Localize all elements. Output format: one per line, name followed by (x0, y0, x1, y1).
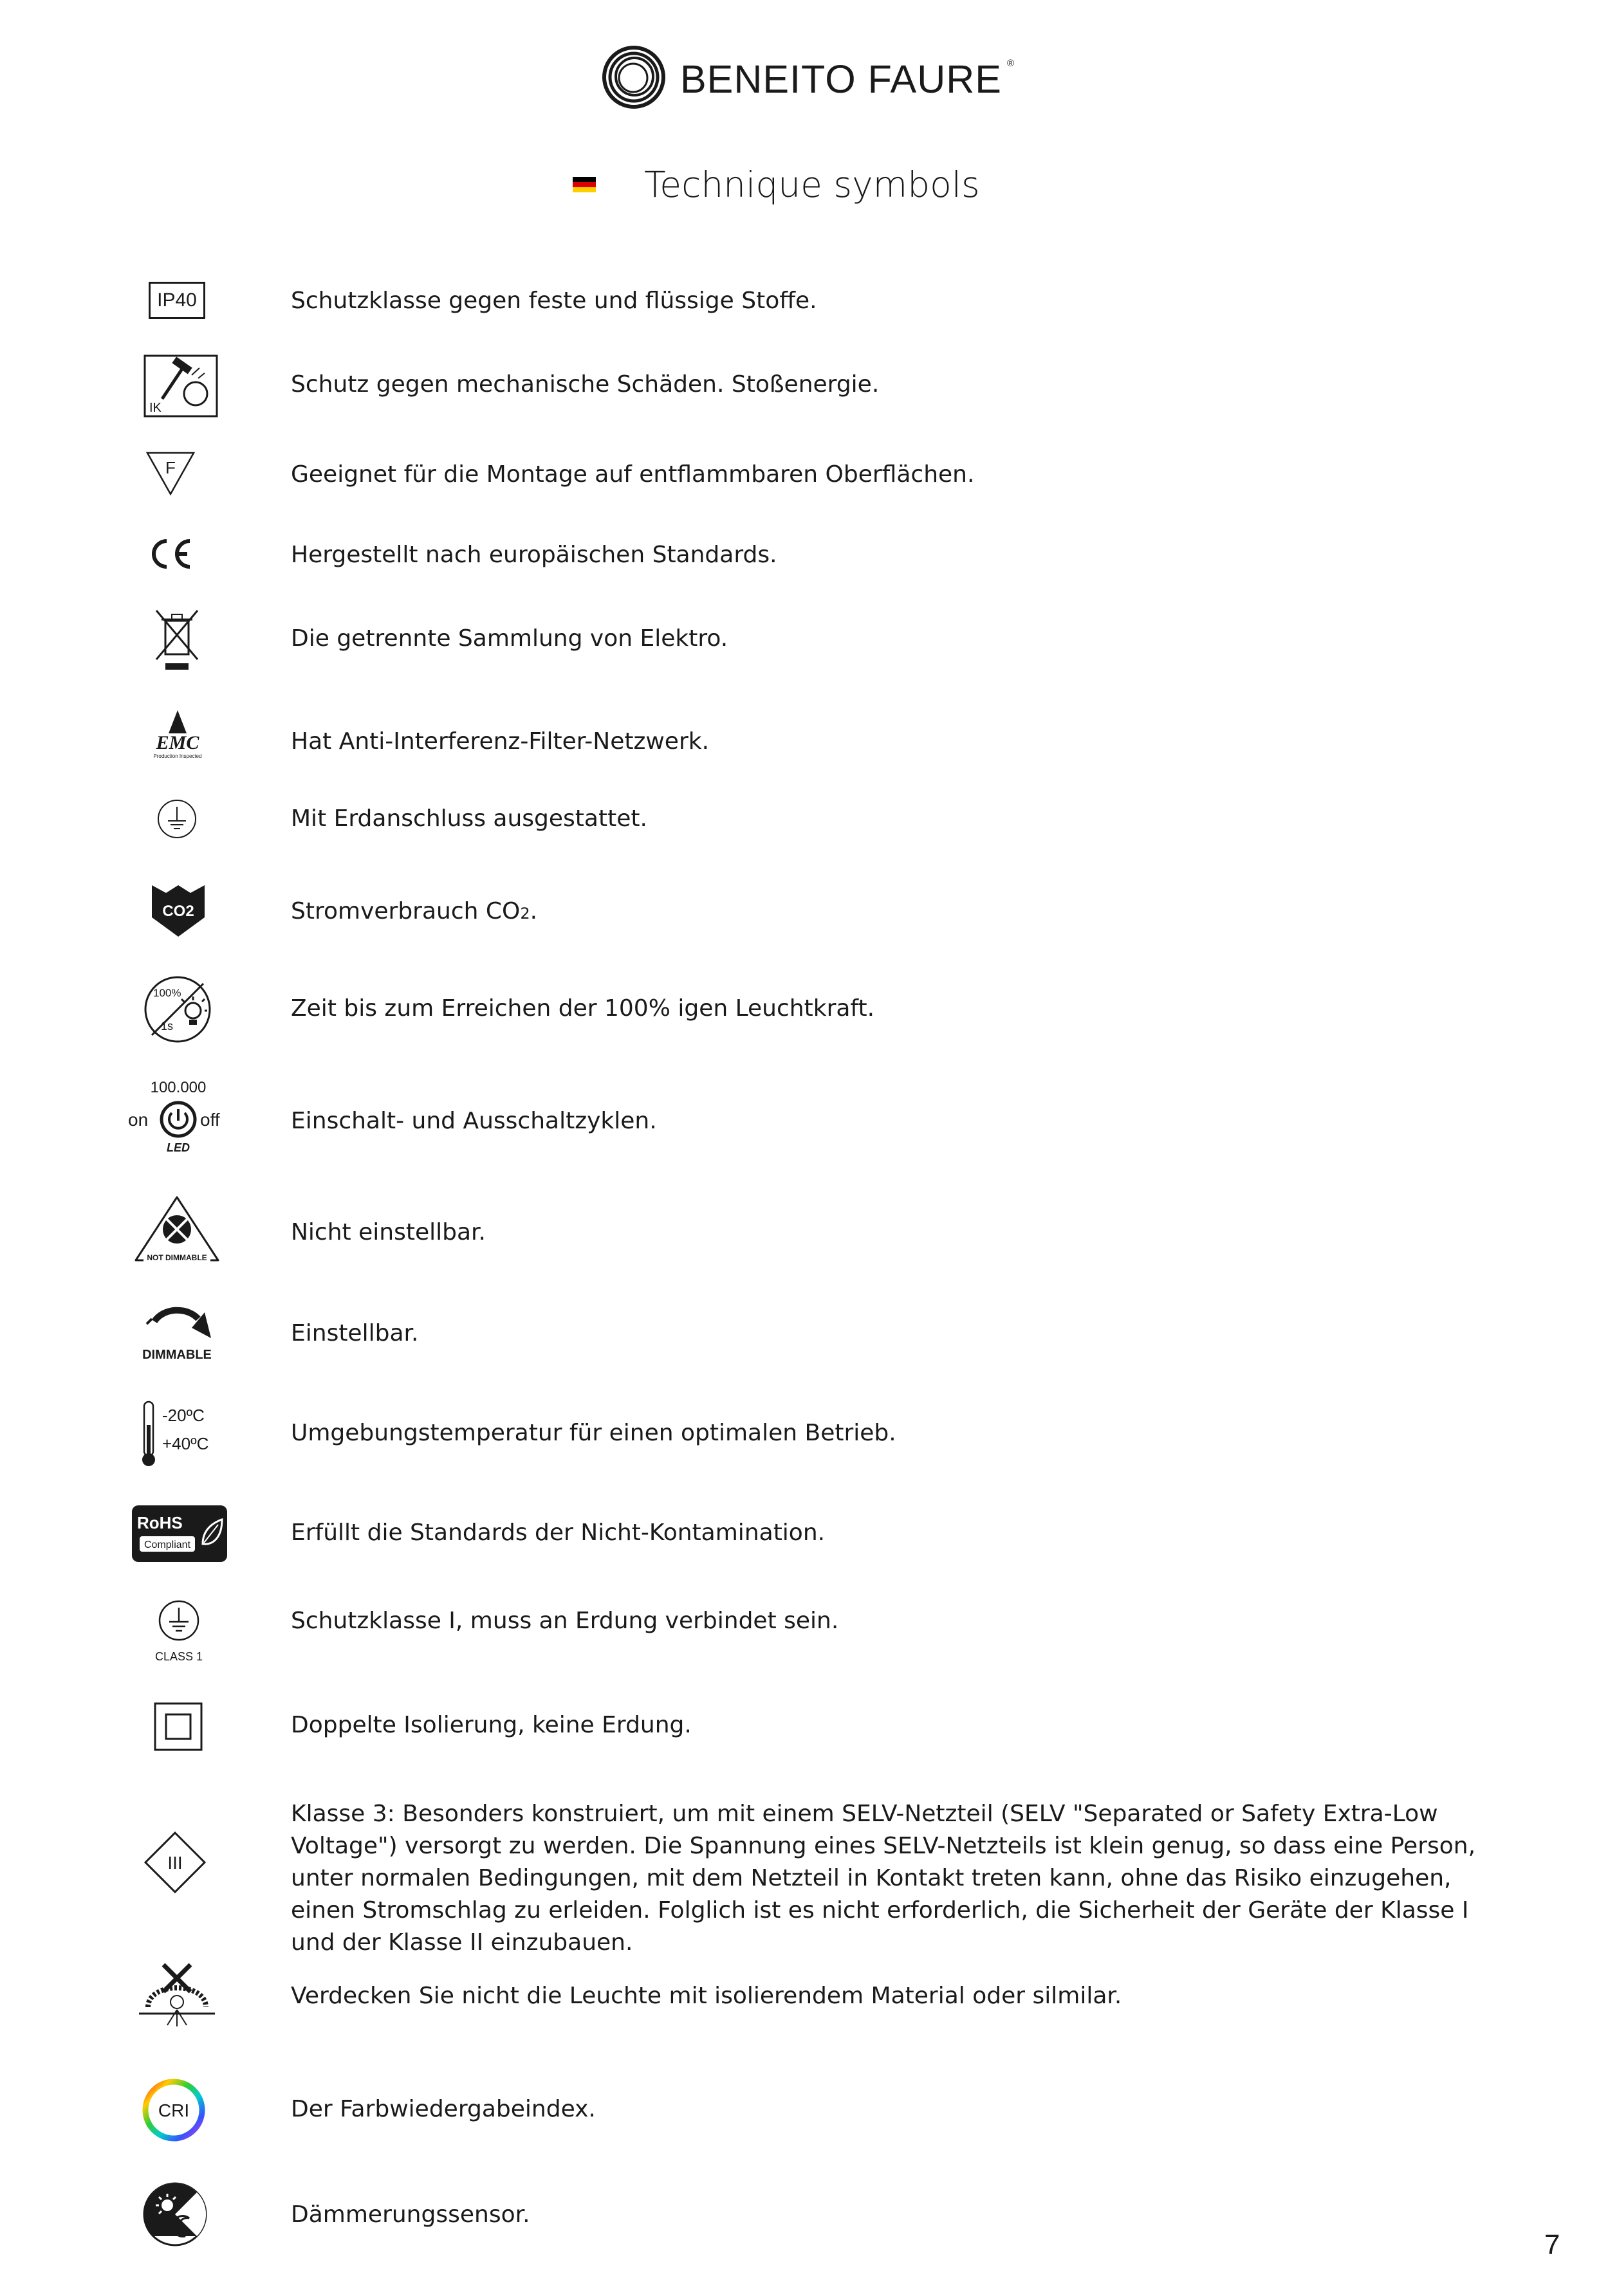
svg-text:III: III (167, 1853, 183, 1873)
svg-text:on: on (128, 1110, 149, 1130)
svg-text:+40ºC: +40ºC (162, 1434, 209, 1453)
page-number: 7 (1544, 2229, 1560, 2261)
svg-text:NOT DIMMABLE: NOT DIMMABLE (147, 1253, 207, 1262)
thermometer-icon (136, 1399, 226, 1469)
symbol-description: Der Farbwiedergabeindex. (291, 2096, 596, 2122)
german-flag-icon (573, 177, 596, 192)
class3-diamond-icon (143, 1830, 207, 1895)
dusk-sensor-icon (142, 2181, 208, 2248)
svg-text:-20ºC: -20ºC (162, 1406, 205, 1425)
svg-text:Production Inspected: Production Inspected (153, 753, 202, 759)
emc-icon (147, 708, 208, 760)
no-cover-insulation-icon (135, 1962, 219, 2032)
symbol-description: Schutzklasse I, muss an Erdung verbindet sein. (291, 1608, 839, 1634)
weee-bin-icon (151, 608, 203, 672)
symbol-description: Hergestellt nach europäischen Standards. (291, 542, 777, 568)
symbol-description: Stromverbrauch CO2. (291, 898, 538, 924)
symbol-description: Zeit bis zum Erreichen der 100% igen Leuchtkraft. (291, 995, 875, 1022)
svg-text:CLASS 1: CLASS 1 (154, 1650, 203, 1663)
page-title: Technique symbols (644, 164, 980, 205)
cri-ring-icon (140, 2077, 207, 2144)
double-insulation-icon (153, 1702, 203, 1752)
symbol-description: Geeignet für die Montage auf entflammbaren Oberflächen. (291, 461, 975, 488)
class1-ground-icon (147, 1599, 211, 1666)
ip40-box-icon: IP40 (148, 280, 206, 320)
symbol-description: Dämmerungssensor. (291, 2201, 530, 2228)
registered-mark: ® (1006, 58, 1015, 69)
svg-text:DIMMABLE: DIMMABLE (142, 1348, 212, 1362)
svg-text:100.000: 100.000 (150, 1079, 207, 1096)
brand-logo (602, 44, 1015, 111)
svg-text:IK: IK (149, 401, 162, 415)
svg-text:LED: LED (167, 1141, 190, 1154)
svg-text:off: off (200, 1110, 220, 1130)
brand-name: BENEITO FAURE ® (680, 57, 1015, 101)
rohs-icon (132, 1505, 227, 1562)
symbol-description: Doppelte Isolierung, keine Erdung. (291, 1712, 692, 1738)
svg-text:CRI: CRI (158, 2100, 190, 2120)
symbol-description: Hat Anti-Interferenz-Filter-Netzwerk. (291, 728, 710, 755)
svg-text:EMC: EMC (156, 732, 199, 753)
power-cycles-icon (125, 1074, 228, 1158)
svg-text:F: F (165, 458, 176, 477)
symbol-description: Schutzklasse gegen feste und flüssige Stoffe. (291, 288, 817, 314)
svg-text:RoHS: RoHS (137, 1513, 183, 1532)
symbol-description: Die getrennte Sammlung von Elektro. (291, 625, 728, 652)
ik-hammer-icon (143, 354, 219, 418)
ce-mark-icon (145, 531, 196, 577)
co2-arrow-icon (149, 881, 207, 939)
symbol-description: Einstellbar. (291, 1320, 419, 1346)
not-dimmable-icon (132, 1193, 222, 1269)
symbol-description: Umgebungstemperatur für einen optimalen Betrieb. (291, 1420, 896, 1446)
symbol-description: Verdecken Sie nicht die Leuchte mit isolierendem Material oder silmilar. (291, 1983, 1122, 2009)
svg-text:100%: 100% (153, 987, 181, 999)
symbol-description: Schutz gegen mechanische Schäden. Stoßenergie. (291, 371, 880, 398)
symbol-description: Erfüllt die Standards der Nicht-Kontamination. (291, 1520, 826, 1546)
symbol-description: Einschalt- und Ausschaltzyklen. (291, 1108, 657, 1134)
earth-ground-icon (156, 798, 198, 840)
svg-text:Compliant: Compliant (143, 1539, 191, 1550)
brand-rings-icon (602, 45, 666, 109)
symbol-description: Nicht einstellbar. (291, 1219, 486, 1245)
f-triangle-icon (145, 450, 196, 497)
svg-text:1s: 1s (161, 1020, 174, 1033)
symbol-description: Klasse 3: Besonders konstruiert, um mit einem SELV-Netzteil (SELV "Separated or Safety Extra-Low Voltage") versorgt zu werden. Die Spannung eines SELV-Netzteils ist klein genug, so dass eine Person, unter normalen Bedingungen, mit dem Netzteil in Kontakt treten kann, ohne das Risiko einzugehen, einen Stromschlag zu erleiden. Folglich ist es nicht erforderlich, die Sicherheit der Geräte der Klasse I und der Klasse II einzubauen. (291, 1801, 1476, 1956)
svg-text:CO2: CO2 (162, 903, 194, 920)
warmup-100-icon (143, 975, 212, 1044)
symbol-description: Mit Erdanschluss ausgestattet. (291, 805, 647, 832)
dimmable-icon (135, 1300, 219, 1363)
page-heading (573, 164, 980, 205)
